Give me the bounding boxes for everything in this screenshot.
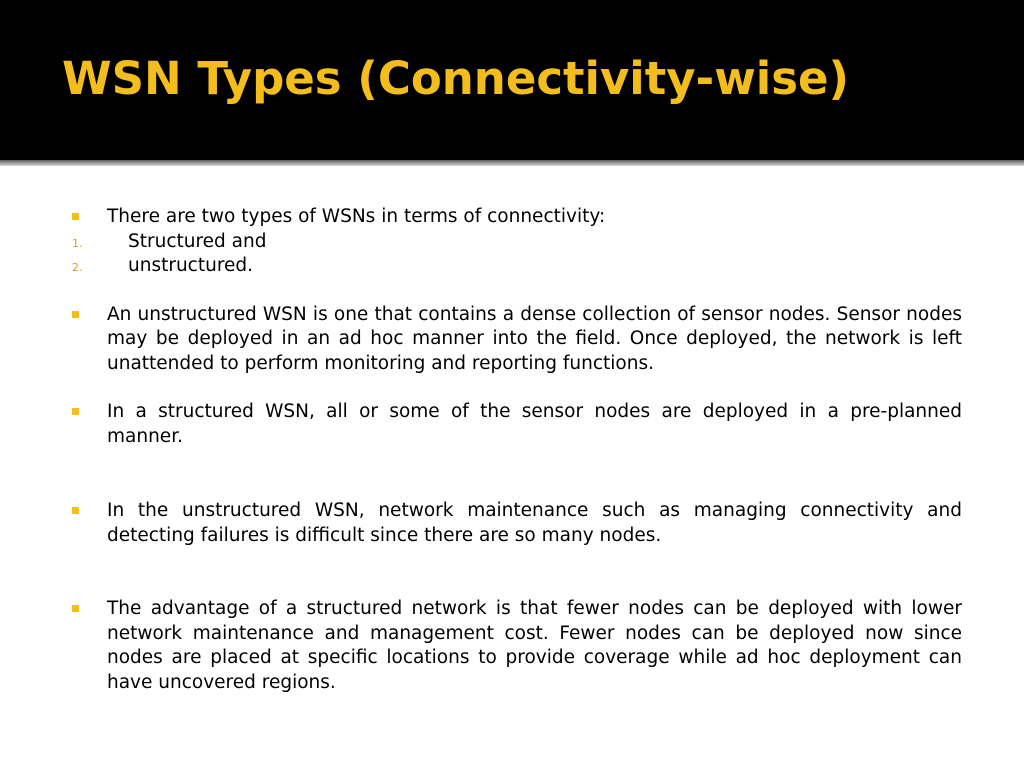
list-number: 2. bbox=[72, 261, 83, 274]
title-bar bbox=[0, 0, 1024, 160]
bullet-text: In a structured WSN, all or some of the sensor nodes are deployed in a pre-planned manner. bbox=[107, 401, 962, 447]
square-bullet-icon bbox=[72, 507, 79, 514]
square-bullet-icon bbox=[72, 213, 79, 220]
square-bullet-icon bbox=[72, 408, 79, 415]
bullet-item-unstructured-maintenance bbox=[72, 499, 962, 548]
numbered-item-text: Structured and bbox=[128, 230, 267, 252]
list-number: 1. bbox=[72, 236, 83, 250]
title-divider bbox=[0, 160, 1024, 166]
numbered-item-1 bbox=[72, 230, 962, 255]
bullet-item-intro bbox=[72, 205, 962, 230]
square-bullet-icon bbox=[72, 605, 79, 612]
numbered-item-2 bbox=[72, 254, 962, 279]
bullet-text: The advantage of a structured network is that fewer nodes can be deployed with lower network maintenance and management cost. Fewer nodes can be deployed now since nodes are placed at specific locations to provide coverage while ad hoc deployment can have uncovered regions. bbox=[107, 598, 962, 693]
bullet-item-structured-definition bbox=[72, 400, 962, 449]
slide-body bbox=[72, 205, 962, 695]
numbered-item-text: unstructured. bbox=[128, 255, 254, 276]
bullet-item-unstructured-definition bbox=[72, 303, 962, 377]
bullet-text: In the unstructured WSN, network maintenance such as managing connectivity and detecting failures is difficult since there are so many nodes. bbox=[107, 500, 962, 546]
square-bullet-icon bbox=[72, 311, 79, 318]
bullet-text: An unstructured WSN is one that contains a dense collection of sensor nodes. Sensor nodes may be deployed in an ad hoc manner into the field. Once deployed, the network is left unattended to perform monitoring and reporting functions. bbox=[107, 303, 962, 374]
bullet-item-structured-advantage bbox=[72, 597, 962, 695]
slide-title: WSN Types (Connectivity-wise) bbox=[62, 52, 850, 105]
bullet-text: There are two types of WSNs in terms of connectivity: bbox=[107, 206, 606, 227]
